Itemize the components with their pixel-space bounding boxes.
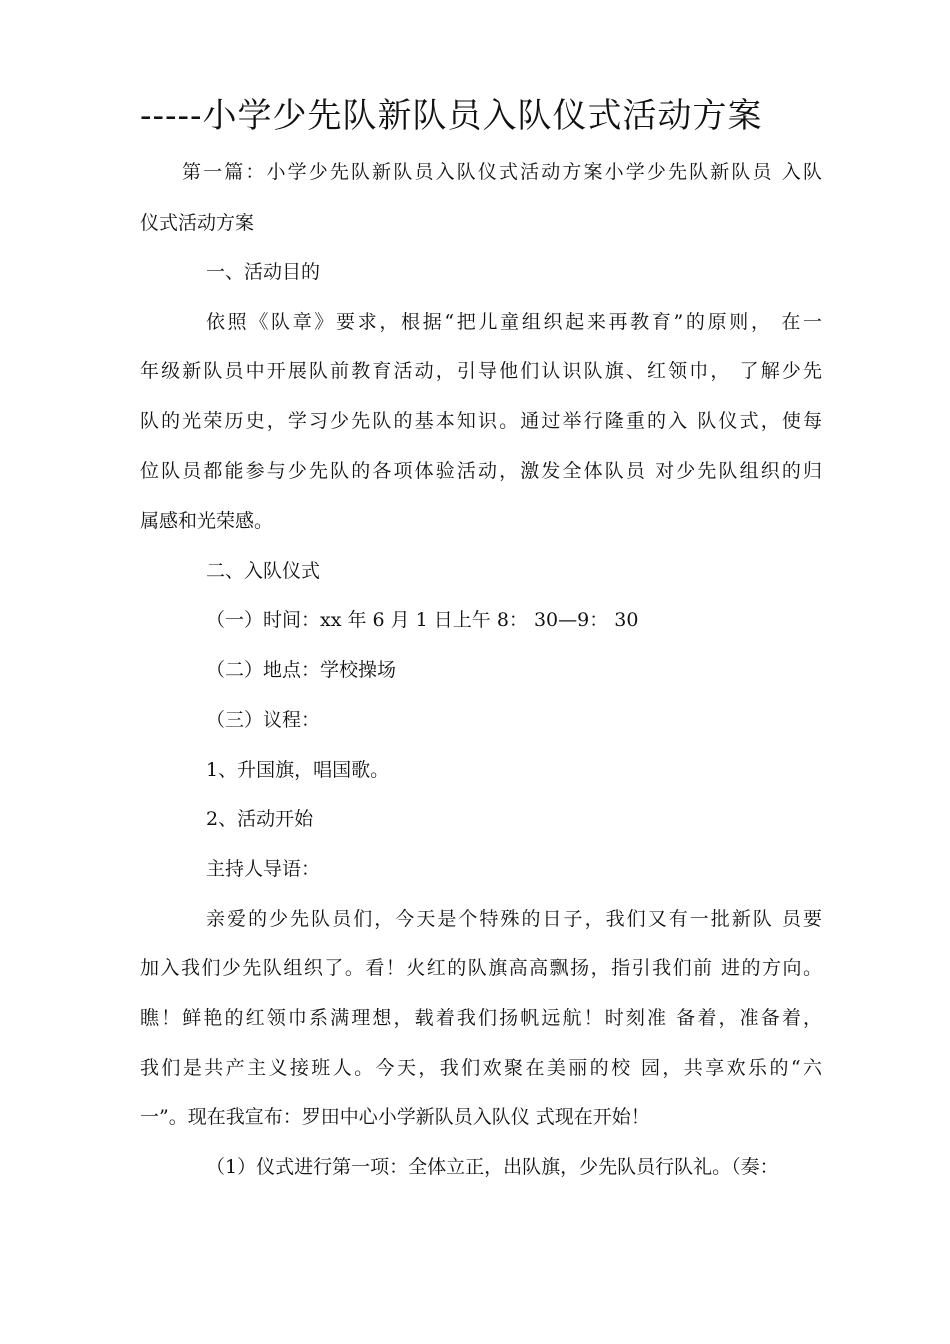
paragraph-line: 仪式活动方案 [140, 212, 255, 234]
paragraph-line: 亲爱的少先队员们，今天是个特殊的日子，我们又有一批新队 员要 [206, 908, 822, 930]
paragraph-line: 第一篇：小学少先队新队员入队仪式活动方案小学少先队新队员 入队 [182, 161, 822, 183]
paragraph-line: （1）仪式进行第一项：全体立正，出队旗，少先队员行队礼。（奏： [206, 1156, 779, 1178]
section-heading: 二、入队仪式 [206, 560, 321, 582]
list-item: （三）议程： [206, 709, 321, 731]
list-item: 1、升国旗，唱国歌。 [206, 759, 390, 781]
paragraph-line: 依照《队章》要求，根据“把儿童组织起来再教育”的原则， 在一 [206, 311, 822, 333]
list-item: （二）地点：学校操场 [206, 659, 397, 681]
paragraph-line: 年级新队员中开展队前教育活动，引导他们认识队旗、红领巾， 了解少先 [140, 360, 822, 382]
document-title: -----小学少先队新队员入队仪式活动方案 [140, 96, 763, 136]
paragraph-line: 队的光荣历史，学习少先队的基本知识。通过举行隆重的入 队仪式，使每 [140, 410, 822, 432]
paragraph-line: 加入我们少先队组织了。看！火红的队旗高高飘扬，指引我们前 进的方向。 [140, 957, 822, 979]
section-heading: 一、活动目的 [206, 261, 321, 283]
paragraph-line: 一”。现在我宣布：罗田中心小学新队员入队仪 式现在开始！ [140, 1106, 650, 1128]
list-item: （一）时间：xx 年 6 月 1 日上午 8： 30—9： 30 [206, 609, 639, 631]
paragraph-line: 瞧！鲜艳的红领巾系满理想，载着我们扬帆远航！时刻准 备着，准备着， [140, 1007, 822, 1029]
paragraph-line: 我们是共产主义接班人。今天，我们欢聚在美丽的校 园，共享欢乐的“六 [140, 1057, 822, 1079]
paragraph-line: 属感和光荣感。 [140, 510, 274, 532]
paragraph-line: 主持人导语： [206, 858, 321, 880]
paragraph-line: 位队员都能参与少先队的各项体验活动，激发全体队员 对少先队组织的归 [140, 460, 822, 482]
list-item: 2、活动开始 [206, 808, 314, 830]
